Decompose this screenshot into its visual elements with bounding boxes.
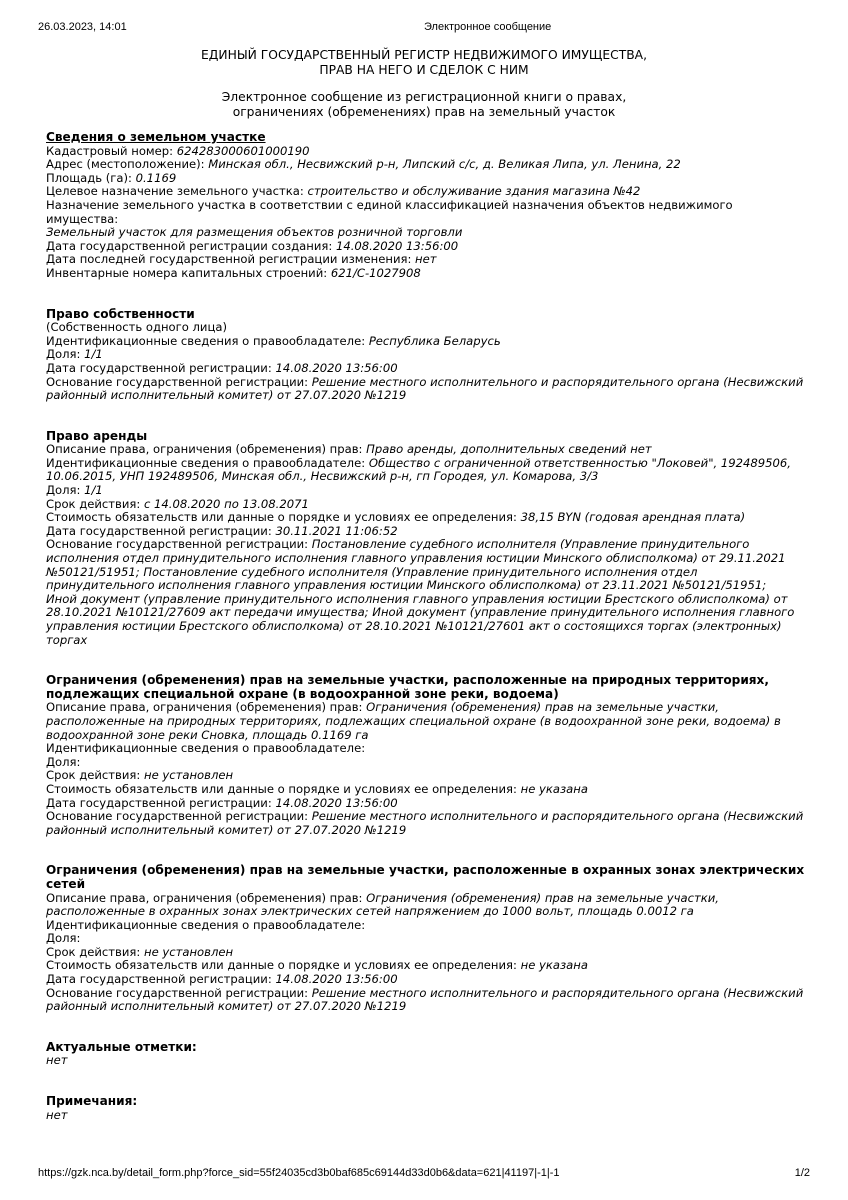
term-row (46, 498, 806, 512)
basis-continuation: торгах (46, 632, 88, 647)
basis-continuation: районный исполнительный комитет) от 27.07.2020 №1219 (46, 822, 407, 837)
field-label: Идентификационные сведения о правообладателе: (46, 333, 369, 348)
section-title: Примечания: (46, 1094, 138, 1109)
power-line-restriction-section (46, 864, 806, 1014)
field-label: Кадастровый номер: (46, 143, 177, 158)
lease-section (46, 430, 806, 648)
field-value: Республика Беларусь (368, 333, 501, 348)
land-plot-section (46, 131, 806, 281)
field-value: Решение местного исполнительного и распорядительного органа (Несвижский (311, 374, 804, 389)
basis-continuation: 28.10.2021 №10121/27609 акт передачи имущества; Иной документ (управление принудительного исполнения главного (46, 605, 795, 620)
page-number: 1/2 (794, 1167, 810, 1179)
section-title-line-2: сетей (46, 876, 86, 891)
holder-row: Идентификационные сведения о правообладателе: (46, 741, 366, 756)
basis-continuation: районный исполнительный комитет) от 27.07.2020 №1219 (46, 388, 407, 403)
print-footer (38, 1167, 810, 1181)
field-label: Дата государственной регистрации создания: (46, 238, 336, 253)
field-value: 30.11.2021 11:06:52 (275, 523, 398, 538)
field-value: 0.1169 (135, 170, 177, 185)
field-value: не установлен (143, 768, 234, 783)
field-label: Целевое назначение земельного участка: (46, 184, 308, 199)
section-title-line-1: Ограничения (обременения) прав на земельные участки, расположенные на природных территориях, (46, 673, 769, 688)
field-label: Стоимость обязательств или данные о порядке и условиях ее определения: (46, 510, 521, 525)
section-title-line-2: подлежащих специальной охране (в водоохранной зоне реки, водоема) (46, 686, 559, 701)
holder-row: Идентификационные сведения о правообладателе: (46, 917, 366, 932)
purpose-row (46, 185, 806, 199)
field-label: Площадь (га): (46, 170, 136, 185)
field-label: Основание государственной регистрации: (46, 374, 312, 389)
basis-continuation: управления юстиции Брестского облисполкома) от 28.10.2021 №10121/27601 акт о состоящихся торгах (электронных) (46, 619, 782, 633)
cost-row (46, 783, 806, 797)
water-zone-restriction-section (46, 674, 806, 837)
section-title: Право собственности (46, 306, 195, 321)
document-subtitle-line-1: Электронное сообщение из регистрационной книги о правах, (221, 90, 627, 104)
page-url: https://gzk.nca.by/detail_form.php?force_sid=55f24035cd3b0baf685c69144d33d0b6&data=621|41197|-1|-1 (38, 1167, 560, 1179)
last-change-row (46, 253, 806, 267)
field-value: 38,15 BYN (годовая арендная плата) (520, 510, 746, 525)
ownership-section (46, 308, 806, 403)
field-label: Стоимость обязательств или данные о порядке и условиях ее определения: (46, 958, 521, 973)
registration-date-row (46, 525, 806, 539)
basis-continuation: исполнения отдел принудительного исполнения главного управления юстиции Минского облисполкома) от 29.11.2021 (46, 551, 786, 566)
cost-row (46, 511, 806, 525)
field-label: Дата последней государственной регистрации изменения: (46, 252, 416, 267)
basis-row (46, 538, 806, 552)
registration-date-row (46, 797, 806, 811)
description-continuation: водоохранной зоне реки Сновка, площадь 0.1169 га (46, 727, 369, 742)
field-value: 14.08.2020 13:56:00 (275, 360, 398, 375)
field-label: Основание государственной регистрации: (46, 809, 312, 824)
field-label: Срок действия: (46, 496, 144, 511)
field-value: 14.08.2020 13:56:00 (335, 238, 459, 253)
field-value: Решение местного исполнительного и распорядительного органа (Несвижский (311, 809, 804, 824)
holder-row (46, 335, 806, 349)
field-value: 1/1 (84, 347, 103, 362)
field-value: Ограничения (обременения) прав на земельные участки, (366, 890, 719, 905)
notes-section (46, 1095, 806, 1122)
term-row (46, 769, 806, 783)
field-label: Основание государственной регистрации: (46, 537, 312, 552)
field-label: Инвентарные номера капитальных строений: (46, 265, 331, 280)
field-label: Идентификационные сведения о правообладателе: (46, 455, 369, 470)
document-title-line-2: ПРАВ НА НЕГО И СДЕЛОК С НИМ (319, 62, 529, 77)
section-title: Сведения о земельном участке (46, 130, 266, 144)
current-marks-section (46, 1041, 806, 1068)
basis-row (46, 987, 806, 1001)
document-subtitle (0, 90, 848, 119)
section-title: Актуальные отметки: (46, 1039, 197, 1054)
document-subtitle-line-2: ограничениях (обременениях) прав на земельный участок (232, 104, 616, 119)
classification-label: Назначение земельного участка в соответствии с единой классификацией назначения объектов недвижимого имущества: (46, 197, 733, 226)
field-label: Стоимость обязательств или данные о порядке и условиях ее определения: (46, 781, 521, 796)
registration-date-row (46, 362, 806, 376)
field-label: Срок действия: (46, 944, 144, 959)
share-row: Доля: (46, 754, 81, 769)
basis-continuation: принудительного исполнения главного управления юстиции Минского облисполкома) от 23.11.2021 №50121/51951; (46, 578, 767, 593)
field-label: Описание права, ограничения (обременения) прав: (46, 890, 367, 905)
field-value: не указана (520, 781, 588, 796)
registration-date-row (46, 973, 806, 987)
field-label: Адрес (местоположение): (46, 157, 209, 172)
creation-date-row (46, 240, 806, 254)
basis-continuation: районный исполнительный комитет) от 27.07.2020 №1219 (46, 999, 407, 1014)
inventory-numbers-row (46, 267, 806, 281)
field-value: строительство и обслуживание здания магазина №42 (307, 184, 641, 199)
field-label: Доля: (46, 347, 85, 362)
field-value: Минская обл., Несвижский р-н, Липский с/с, д. Великая Липа, ул. Ленина, 22 (208, 157, 681, 172)
area-row (46, 172, 806, 186)
field-value: Решение местного исполнительного и распорядительного органа (Несвижский (311, 985, 804, 1000)
field-value: 14.08.2020 13:56:00 (275, 972, 398, 987)
field-value: 624283000601000190 (176, 143, 310, 158)
field-value: 14.08.2020 13:56:00 (275, 795, 398, 810)
basis-continuation: №50121/51951; Постановление судебного исполнителя (Управление принудительного исполнения отдел (46, 564, 698, 579)
field-label: Описание права, ограничения (обременения) прав: (46, 700, 367, 715)
description-row (46, 701, 806, 715)
field-value: Право аренды, дополнительных сведений нет (366, 442, 652, 457)
field-label: Срок действия: (46, 768, 144, 783)
field-value: не установлен (143, 944, 234, 959)
field-value: Общество с ограниченной ответственностью "Локовей", 192489506, (368, 455, 791, 470)
address-row (46, 158, 806, 172)
field-value: не указана (520, 958, 588, 973)
field-label: Доля: (46, 483, 85, 498)
basis-row (46, 376, 806, 390)
description-continuation: расположенные в охранных зонах электрических сетей напряжением до 1000 вольт, площадь 0.0012 га (46, 904, 694, 919)
holder-row (46, 457, 806, 471)
description-row (46, 443, 806, 457)
print-title: Электронное сообщение (424, 21, 552, 33)
field-label: Описание права, ограничения (обременения) прав: (46, 442, 367, 457)
holder-continuation: 10.06.2015, УНП 192489506, Минская обл., Несвижский р-н, гп Городея, ул. Комарова, 3/3 (46, 469, 599, 484)
basis-continuation: Иной документ (управление принудительного исполнения главного управления юстиции Брестского облисполкома) от (46, 591, 788, 606)
field-label: Основание государственной регистрации: (46, 985, 312, 1000)
share-row (46, 484, 806, 498)
field-value: Ограничения (обременения) прав на земельные участки, (366, 700, 719, 715)
description-row (46, 892, 806, 906)
field-label: Дата государственной регистрации: (46, 360, 276, 375)
section-title: Право аренды (46, 428, 148, 443)
document-title (0, 48, 848, 77)
share-row: Доля: (46, 931, 81, 946)
classification-value: Земельный участок для размещения объектов розничной торговли (46, 225, 463, 240)
document-body (46, 131, 806, 1122)
field-label: Дата государственной регистрации: (46, 523, 276, 538)
term-row (46, 946, 806, 960)
field-value: Постановление судебного исполнителя (Управление принудительного (311, 537, 750, 552)
print-header (38, 21, 810, 35)
ownership-note: (Собственность одного лица) (46, 320, 227, 335)
field-value: с 14.08.2020 по 13.08.2071 (143, 496, 309, 511)
share-row (46, 348, 806, 362)
field-label: Дата государственной регистрации: (46, 795, 276, 810)
document-title-line-1: ЕДИНЫЙ ГОСУДАРСТВЕННЫЙ РЕГИСТР НЕДВИЖИМОГО ИМУЩЕСТВА, (201, 48, 647, 62)
print-datetime: 26.03.2023, 14:01 (38, 21, 127, 33)
field-value: 1/1 (84, 483, 103, 498)
cost-row (46, 959, 806, 973)
cadastral-number-row (46, 145, 806, 159)
section-title-line-1: Ограничения (обременения) прав на земельные участки, расположенные в охранных зонах электрических (46, 863, 805, 878)
field-value: нет (415, 252, 437, 267)
field-label: Дата государственной регистрации: (46, 972, 276, 987)
field-value: нет (46, 1053, 68, 1068)
description-continuation: расположенные на природных территориях, подлежащих специальной охране (в водоохранной зоне реки, водоема) в (46, 713, 781, 728)
field-value: нет (46, 1107, 68, 1122)
field-value: 621/C-1027908 (330, 265, 421, 280)
basis-row (46, 810, 806, 824)
